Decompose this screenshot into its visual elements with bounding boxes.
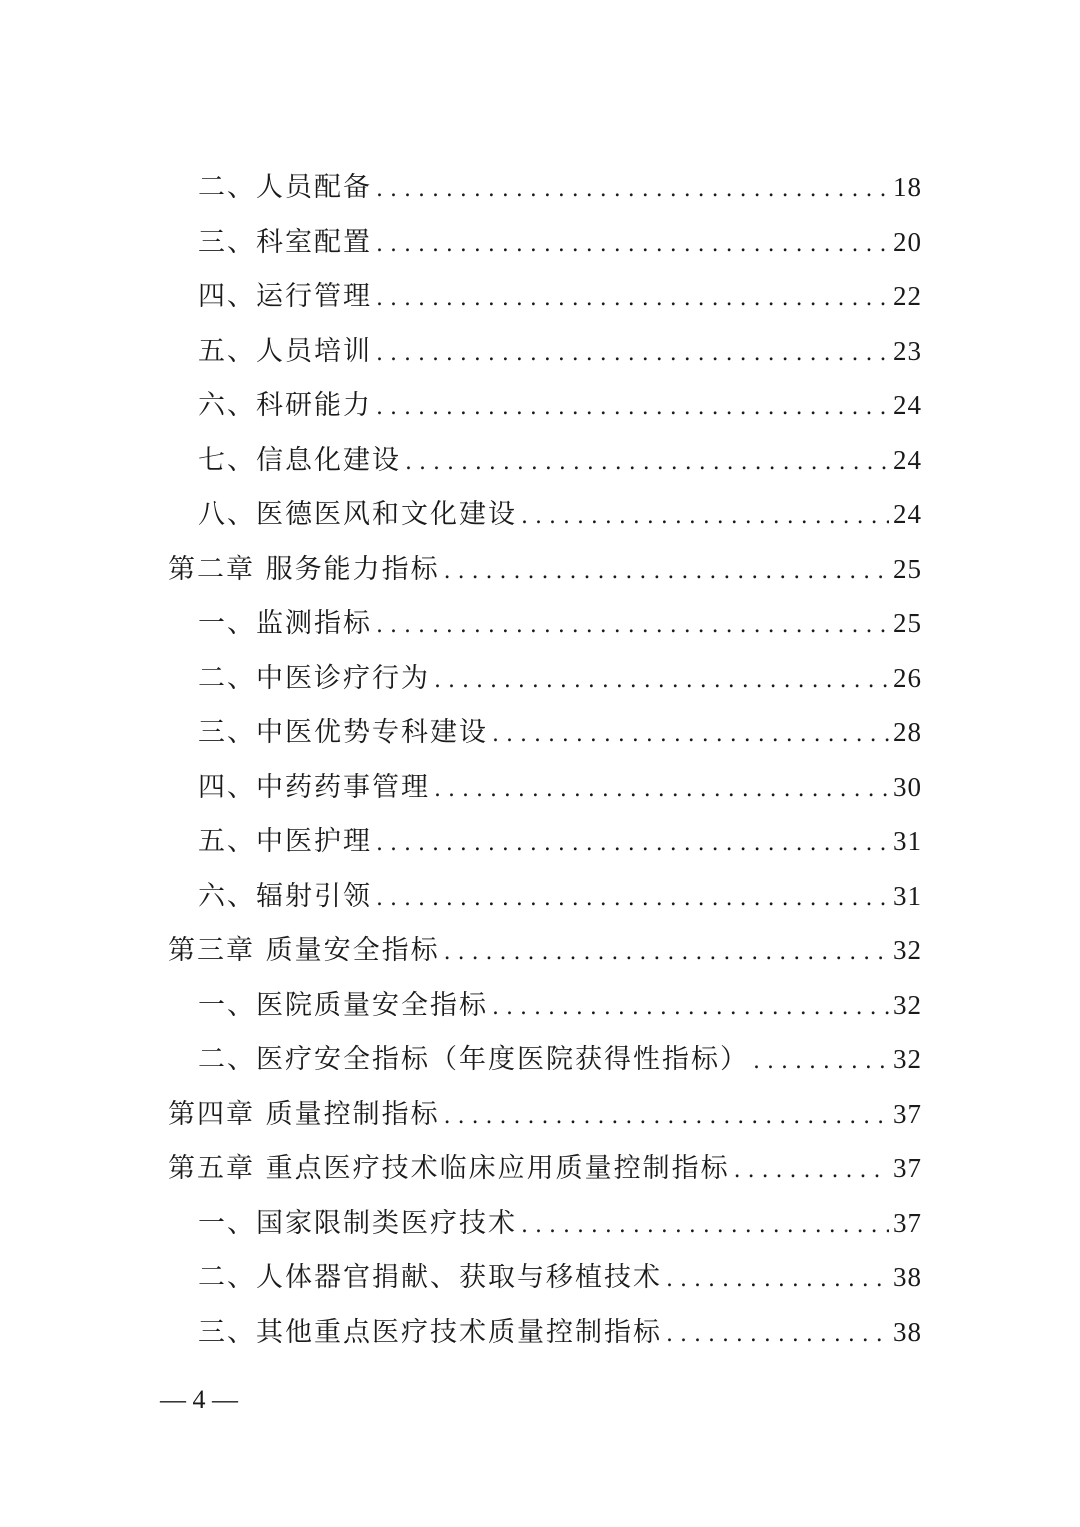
toc-dot-leader bbox=[492, 979, 889, 1033]
table-of-contents bbox=[168, 160, 922, 1359]
toc-entry-label: 第五章 重点医疗技术临床应用质量控制指标 bbox=[168, 1153, 730, 1184]
toc-dot-leader bbox=[444, 924, 889, 978]
toc-entry-label: 一、监测指标 bbox=[198, 608, 372, 639]
toc-dot-leader bbox=[376, 870, 889, 924]
toc-dot-leader bbox=[444, 543, 889, 597]
toc-page-number: 31 bbox=[893, 880, 922, 911]
toc-dot-leader bbox=[376, 597, 889, 651]
toc-entry-label: 六、辐射引领 bbox=[198, 880, 372, 912]
toc-entry-label: 第四章 质量控制指标 bbox=[168, 1098, 440, 1130]
toc-dot-leader bbox=[492, 706, 889, 760]
toc-entry[interactable] bbox=[168, 978, 922, 1033]
toc-page-number: 37 bbox=[893, 1207, 922, 1238]
toc-page-number: 23 bbox=[893, 335, 922, 366]
toc-entry-label: 二、中医诊疗行为 bbox=[198, 662, 430, 694]
toc-page-number: 32 bbox=[893, 1044, 922, 1074]
toc-entry[interactable] bbox=[168, 651, 922, 706]
toc-page-number: 38 bbox=[893, 1316, 922, 1347]
toc-page-number: 37 bbox=[893, 1098, 922, 1129]
toc-entry[interactable] bbox=[168, 1032, 922, 1087]
toc-page-number: 25 bbox=[893, 608, 922, 638]
toc-entry[interactable] bbox=[168, 1196, 922, 1251]
toc-entry[interactable] bbox=[168, 378, 922, 433]
toc-page-number: 18 bbox=[893, 172, 922, 202]
toc-entry[interactable] bbox=[168, 160, 922, 215]
toc-page-number: 26 bbox=[893, 662, 922, 693]
toc-page-number: 24 bbox=[893, 390, 922, 420]
toc-entry-label: 二、人员配备 bbox=[198, 172, 372, 203]
toc-entry-label: 八、医德医风和文化建设 bbox=[198, 499, 517, 530]
toc-dot-leader bbox=[444, 1088, 889, 1142]
toc-entry-label: 二、人体器官捐献、获取与移植技术 bbox=[198, 1262, 662, 1293]
toc-entry[interactable] bbox=[168, 1087, 922, 1142]
toc-dot-leader bbox=[434, 652, 889, 706]
toc-entry[interactable] bbox=[168, 487, 922, 542]
toc-entry[interactable] bbox=[168, 923, 922, 978]
toc-dot-leader bbox=[376, 161, 889, 215]
toc-entry[interactable] bbox=[168, 1141, 922, 1196]
toc-entry[interactable] bbox=[168, 1250, 922, 1305]
toc-dot-leader bbox=[376, 815, 889, 869]
toc-page-number: 38 bbox=[893, 1262, 922, 1292]
toc-entry-label: 二、医疗安全指标（年度医院获得性指标） bbox=[198, 1044, 749, 1075]
toc-dot-leader bbox=[434, 761, 889, 815]
toc-dot-leader bbox=[666, 1306, 889, 1360]
toc-entry-label: 七、信息化建设 bbox=[198, 444, 401, 476]
toc-dot-leader bbox=[734, 1142, 889, 1196]
toc-page-number: 28 bbox=[893, 717, 922, 747]
toc-page-number: 22 bbox=[893, 281, 922, 311]
toc-page-number: 20 bbox=[893, 226, 922, 257]
toc-page-number: 25 bbox=[893, 553, 922, 584]
toc-dot-leader bbox=[753, 1033, 889, 1087]
toc-entry-label: 三、其他重点医疗技术质量控制指标 bbox=[198, 1316, 662, 1348]
toc-dot-leader bbox=[521, 1197, 889, 1251]
toc-page-number: 24 bbox=[893, 444, 922, 475]
toc-dot-leader bbox=[376, 379, 889, 433]
toc-entry-label: 四、运行管理 bbox=[198, 281, 372, 312]
toc-entry[interactable] bbox=[168, 324, 922, 379]
toc-dot-leader bbox=[376, 270, 889, 324]
toc-dot-leader bbox=[376, 216, 889, 270]
toc-entry[interactable] bbox=[168, 814, 922, 869]
toc-dot-leader bbox=[405, 434, 889, 488]
toc-entry[interactable] bbox=[168, 215, 922, 270]
toc-entry[interactable] bbox=[168, 542, 922, 597]
toc-page-number: 32 bbox=[893, 935, 922, 965]
toc-dot-leader bbox=[376, 325, 889, 379]
toc-entry[interactable] bbox=[168, 869, 922, 924]
page-number-footer: — 4 — bbox=[160, 1385, 238, 1414]
toc-entry-label: 一、国家限制类医疗技术 bbox=[198, 1207, 517, 1239]
toc-entry-label: 五、中医护理 bbox=[198, 826, 372, 857]
toc-entry-label: 五、人员培训 bbox=[198, 335, 372, 367]
toc-entry[interactable] bbox=[168, 760, 922, 815]
toc-entry-label: 第三章 质量安全指标 bbox=[168, 935, 440, 966]
toc-dot-leader bbox=[521, 488, 889, 542]
toc-entry[interactable] bbox=[168, 705, 922, 760]
toc-entry[interactable] bbox=[168, 596, 922, 651]
toc-page-number: 30 bbox=[893, 771, 922, 802]
toc-entry-label: 一、医院质量安全指标 bbox=[198, 989, 488, 1021]
toc-entry-label: 六、科研能力 bbox=[198, 390, 372, 421]
toc-entry[interactable] bbox=[168, 433, 922, 488]
toc-entry-label: 四、中药药事管理 bbox=[198, 771, 430, 803]
toc-entry-label: 第二章 服务能力指标 bbox=[168, 553, 440, 585]
toc-entry-label: 三、科室配置 bbox=[198, 226, 372, 258]
toc-entry[interactable] bbox=[168, 1305, 922, 1360]
toc-page-number: 37 bbox=[893, 1153, 922, 1183]
toc-dot-leader bbox=[666, 1251, 889, 1305]
toc-entry-label: 三、中医优势专科建设 bbox=[198, 717, 488, 748]
toc-page-number: 31 bbox=[893, 826, 922, 856]
toc-page-number: 24 bbox=[893, 499, 922, 529]
toc-page-number: 32 bbox=[893, 989, 922, 1020]
toc-entry[interactable] bbox=[168, 269, 922, 324]
